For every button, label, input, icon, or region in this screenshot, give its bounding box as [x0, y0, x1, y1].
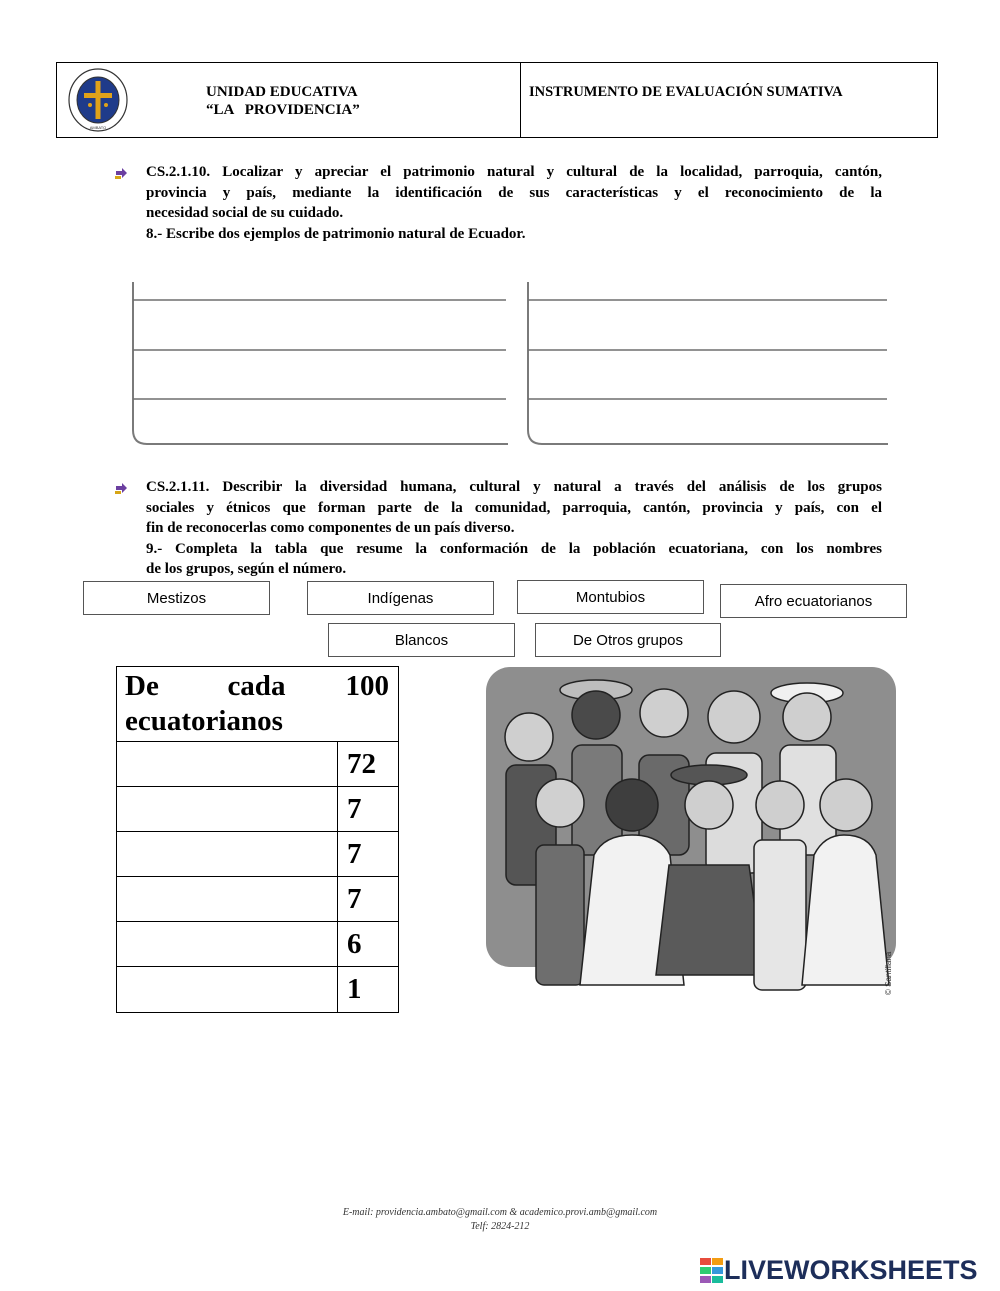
table-row	[117, 742, 398, 787]
liveworksheets-icon	[700, 1258, 724, 1284]
number-cell: 7	[347, 838, 362, 870]
word-afro-ecuatorianos[interactable]: Afro ecuatorianos	[720, 584, 907, 618]
number-cell: 72	[347, 748, 376, 780]
arrow-bullet-icon	[114, 481, 128, 495]
svg-text:AMBATO: AMBATO	[89, 125, 107, 130]
table-row	[117, 877, 398, 922]
number-cell: 7	[347, 883, 362, 915]
footer-email: E-mail: providencia.ambato@gmail.com & academico.provi.amb@gmail.com	[342, 1207, 658, 1218]
number-cell: 1	[347, 973, 362, 1005]
table-header: De cada 100 ecuatorianos	[117, 667, 398, 742]
answer-lines-left[interactable]	[130, 282, 510, 447]
table-row	[117, 787, 398, 832]
word-indigenas[interactable]: Indígenas	[307, 581, 494, 615]
illustration-credit: © Santillana	[884, 951, 893, 995]
objective-cs-2-1-10: CS.2.1.10. Localizar y apreciar el patrimonio natural y cultural de la localidad, parroquia, cantón, provincia y país, mediante la identificación de sus características y el reconocimiento de la necesidad social de su cuidado. 8.- Escribe dos ejemplos de patrimonio natural de Ecuador.	[146, 162, 882, 244]
school-crest-logo	[67, 67, 129, 133]
word-de-otros-grupos[interactable]: De Otros grupos	[535, 623, 721, 657]
word-mestizos[interactable]: Mestizos	[83, 581, 270, 615]
word-blancos[interactable]: Blancos	[328, 623, 515, 657]
arrow-bullet-icon	[114, 166, 128, 180]
number-cell: 6	[347, 928, 362, 960]
number-cell: 7	[347, 793, 362, 825]
document-header	[56, 62, 938, 138]
table-row	[117, 922, 398, 967]
table-row	[117, 832, 398, 877]
answer-drop-cell[interactable]	[117, 922, 338, 966]
answer-drop-cell[interactable]	[117, 832, 338, 876]
word-montubios[interactable]: Montubios	[517, 580, 704, 614]
population-table	[116, 666, 399, 1013]
school-name: UNIDAD EDUCATIVA “LA PROVIDENCIA”	[206, 84, 360, 118]
answer-drop-cell[interactable]	[117, 877, 338, 921]
question-8: 8.- Escribe dos ejemplos de patrimonio natural de Ecuador.	[146, 225, 526, 242]
table-row	[117, 967, 398, 1012]
header-divider	[520, 63, 521, 137]
answer-drop-cell[interactable]	[117, 967, 338, 1012]
footer-phone: Telf: 2824-212	[470, 1221, 530, 1232]
answer-lines-right[interactable]	[525, 282, 890, 447]
diverse-people-illustration	[484, 665, 898, 1015]
answer-drop-cell[interactable]	[117, 787, 338, 831]
instrument-title: INSTRUMENTO DE EVALUACIÓN SUMATIVA	[529, 84, 843, 100]
objective-cs-2-1-11: CS.2.1.11. Describir la diversidad humana, cultural y natural a través del análisis de los grupos sociales y étnicos que forman parte de la comunidad, parroquia, cantón, provincia y país, con el fin de reconocerlas como componentes de un país diverso. 9.- Completa la tabla que resume la conformación de la población ecuatoriana, con los nombres de los grupos, según el número.	[146, 479, 882, 577]
question-9: 9.- Completa la tabla que resume la conformación de la población ecuatoriana, con los nombres	[146, 540, 882, 557]
liveworksheets-logo: LIVEWORKSHEETS	[700, 1255, 978, 1286]
answer-drop-cell[interactable]	[117, 742, 338, 786]
